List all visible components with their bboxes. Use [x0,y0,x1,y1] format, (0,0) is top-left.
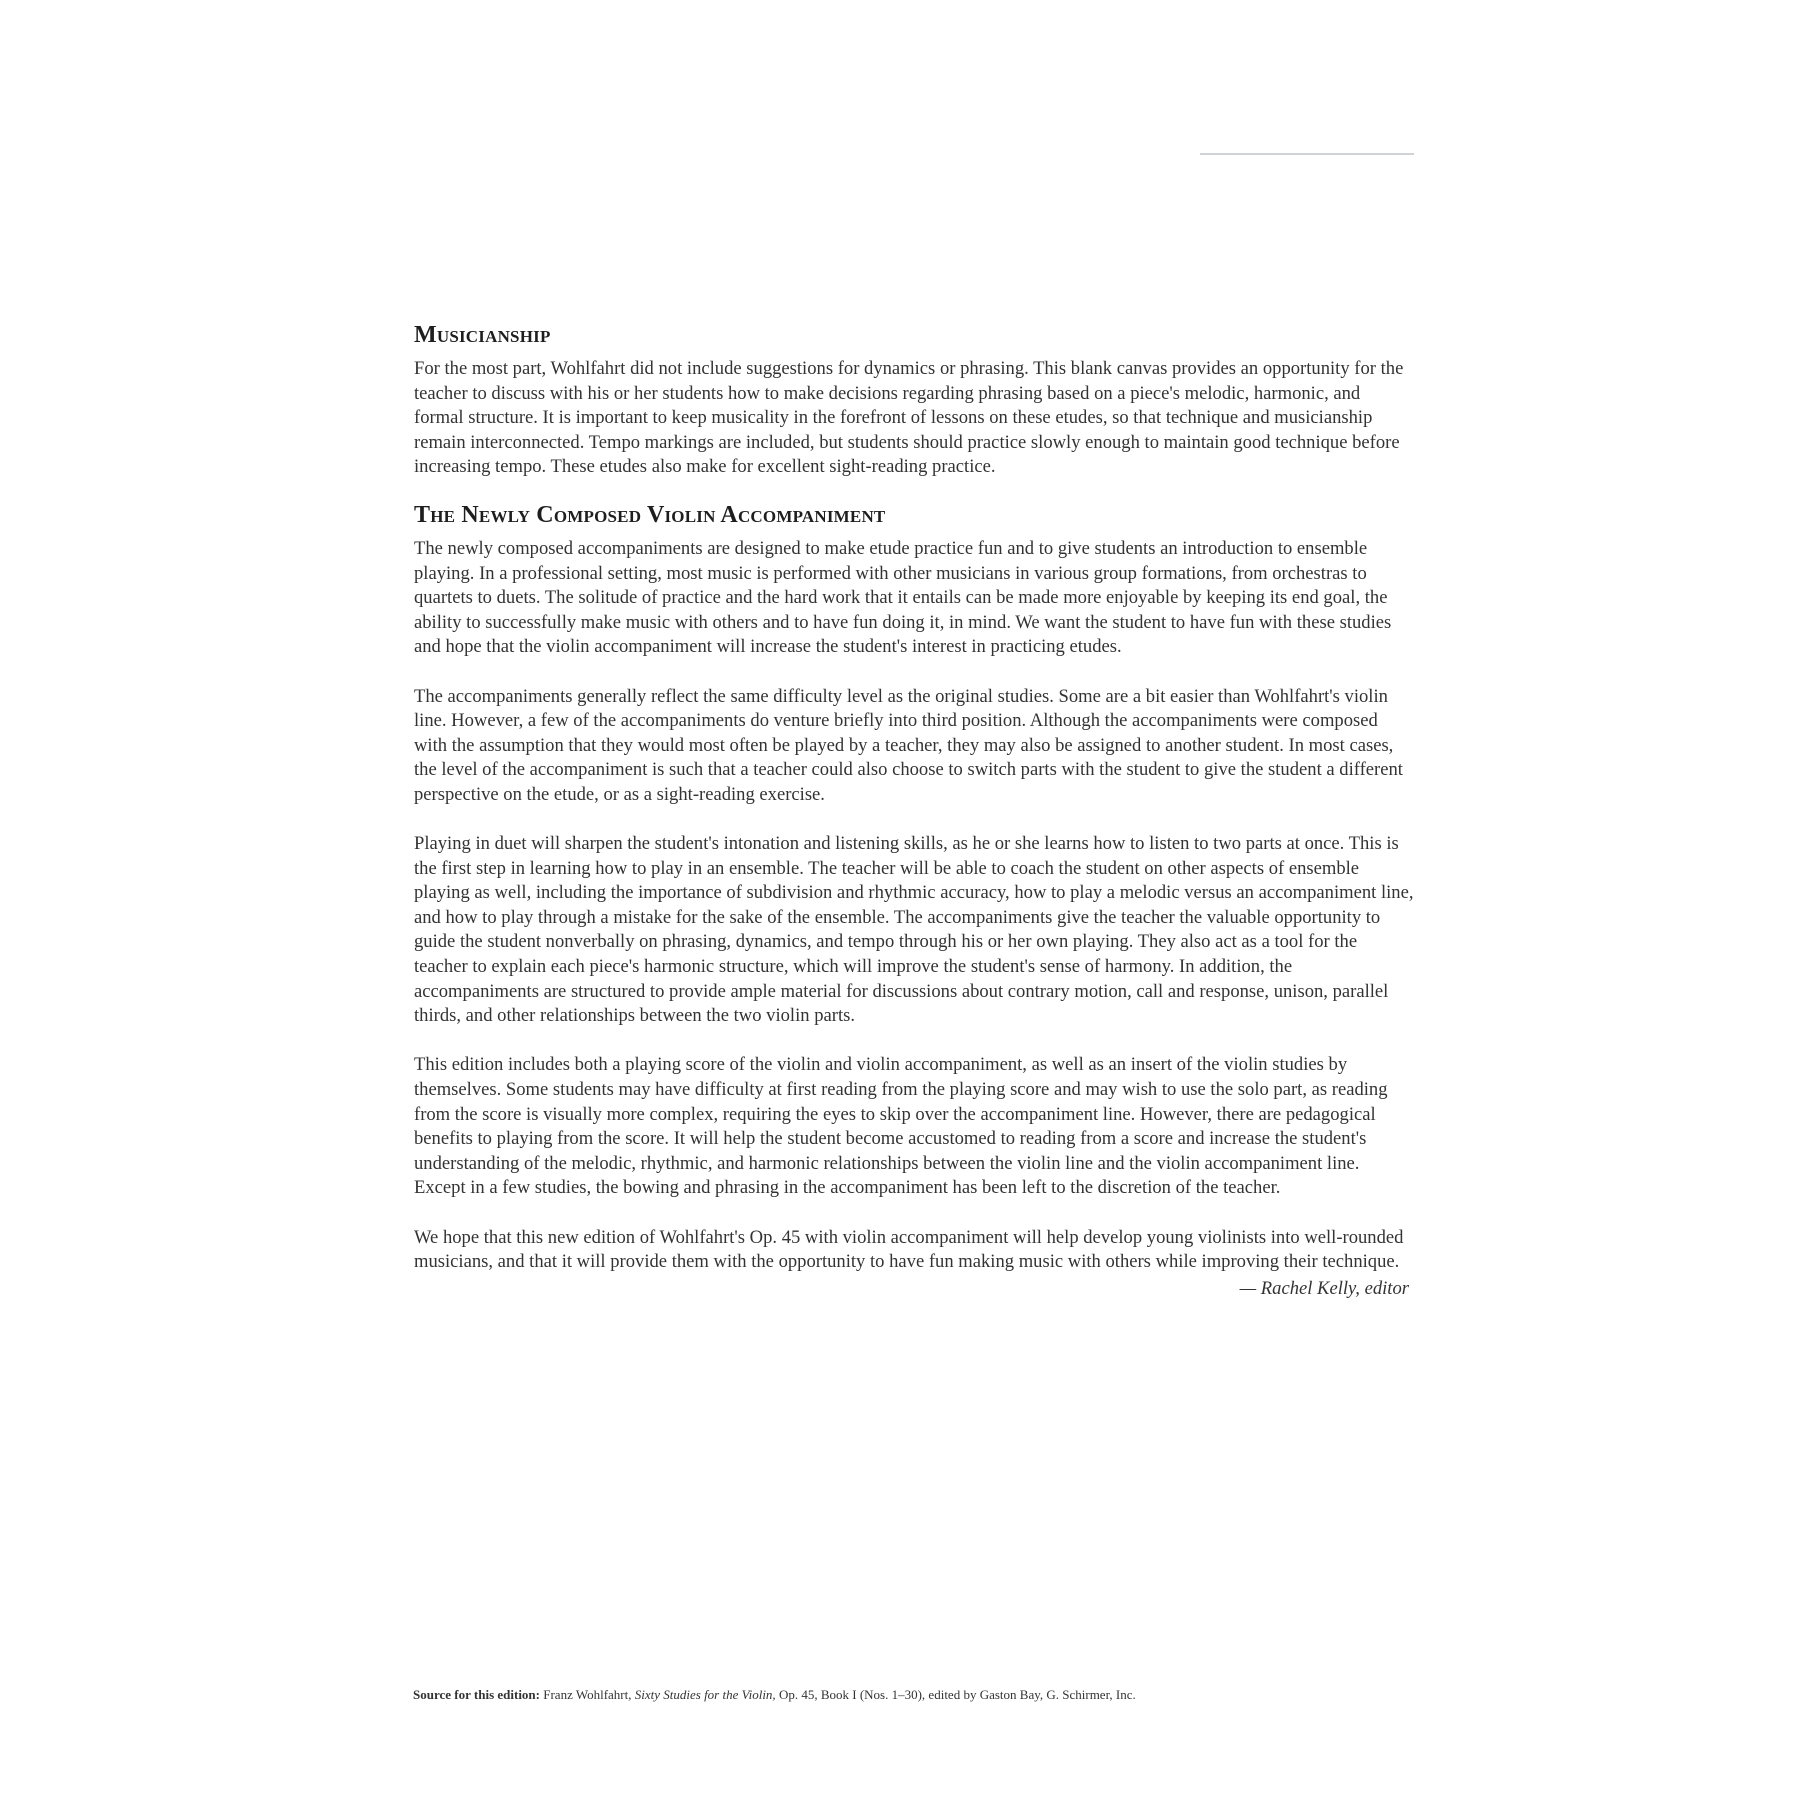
paragraph: For the most part, Wohlfahrt did not include suggestions for dynamics or phrasing. This blank canvas provides an opportunity for the teacher to discuss with his or her students how to make decisions regarding phrasing based on a piece's melodic, harmonic, and formal structure. It is important to keep musicality in the forefront of lessons on these etudes, so that technique and musicianship remain interconnected. Tempo markings are included, but students should practice slowly enough to maintain good technique before increasing tempo. These etudes also make for excellent sight-reading practice. [414,358,1404,478]
paragraph: Playing in duet will sharpen the student's intonation and listening skills, as he or she learns how to listen to two parts at once. This is the first step in learning how to play in an ensemble. The teacher will be able to coach the student on other aspects of ensemble playing as well, including the importance of subdivision and rhythmic accuracy, how to play a melodic versus an accompaniment line, and how to play through a mistake for the sake of the ensemble. The accompaniments give the teacher the valuable opportunity to guide the student nonverbally on phrasing, dynamics, and tempo through his or her own playing. They also act as a tool for the teacher to explain each piece's harmonic structure, which will improve the student's sense of harmony. In addition, the accompaniments are structured to provide ample material for discussions about contrary motion, call and response, unison, parallel thirds, and other relationships between the two violin parts. [414,833,1414,1027]
source-footnote [413,1687,1413,1703]
paragraph: This edition includes both a playing score of the violin and violin accompaniment, as well as an insert of the violin studies by themselves. Some students may have difficulty at first reading from the playing score and may wish to use the solo part, as reading from the score is visually more complex, requiring the eyes to skip over the accompaniment line. However, there are pedagogical benefits to playing from the score. It will help the student become accustomed to reading from a score and increase the student's understanding of the melodic, rhythmic, and harmonic relationships between the violin line and the violin accompaniment line. Except in a few studies, the bowing and phrasing in the accompaniment has been left to the discretion of the teacher. [414,1054,1388,1199]
footnote-title: Sixty Studies for the Violin, [634,1687,776,1702]
paragraph: The accompaniments generally reflect the same difficulty level as the original studies. Some are a bit easier than Wohlfahrt's violin line. However, a few of the accompaniments do venture briefly into third position. Although the accompaniments were composed with the assumption that they would most often be played by a teacher, they may also be assigned to another student. In most cases, the level of the accompaniment is such that a teacher could also choose to switch parts with the student to give the student a different perspective on the etude, or as a sight-reading exercise. [414,685,1403,805]
document-body [414,320,1414,1301]
footnote-author: Franz Wohlfahrt, [543,1687,632,1702]
header-rule [1200,153,1414,155]
footnote-details: Op. 45, Book I (Nos. 1–30), edited by Gaston Bay, G. Schirmer, Inc. [778,1687,1136,1702]
signature: — Rachel Kelly, editor [1239,1277,1409,1299]
section-accompaniment [414,500,1414,1275]
paragraph: We hope that this new edition of Wohlfahrt's Op. 45 with violin accompaniment will help develop young violinists into well-rounded musicians, and that it will provide them with the opportunity to have fun making music with others while improving their technique. [414,1226,1404,1273]
section-musicianship [414,320,1414,480]
footnote-label: Source for this edition: [413,1687,540,1702]
section-heading: The Newly Composed Violin Accompaniment [414,501,886,528]
paragraph: The newly composed accompaniments are designed to make etude practice fun and to give students an introduction to ensemble playing. In a professional setting, most music is performed with other musicians in various group formations, from orchestras to quartets to duets. The solitude of practice and the hard work that it entails can be made more enjoyable by keeping its end goal, the ability to successfully make music with others and to have fun doing it, in mind. We want the student to have fun with these studies and hope that the violin accompaniment will increase the student's interest in practicing etudes. [414,537,1392,658]
section-heading: Musicianship [414,322,551,348]
